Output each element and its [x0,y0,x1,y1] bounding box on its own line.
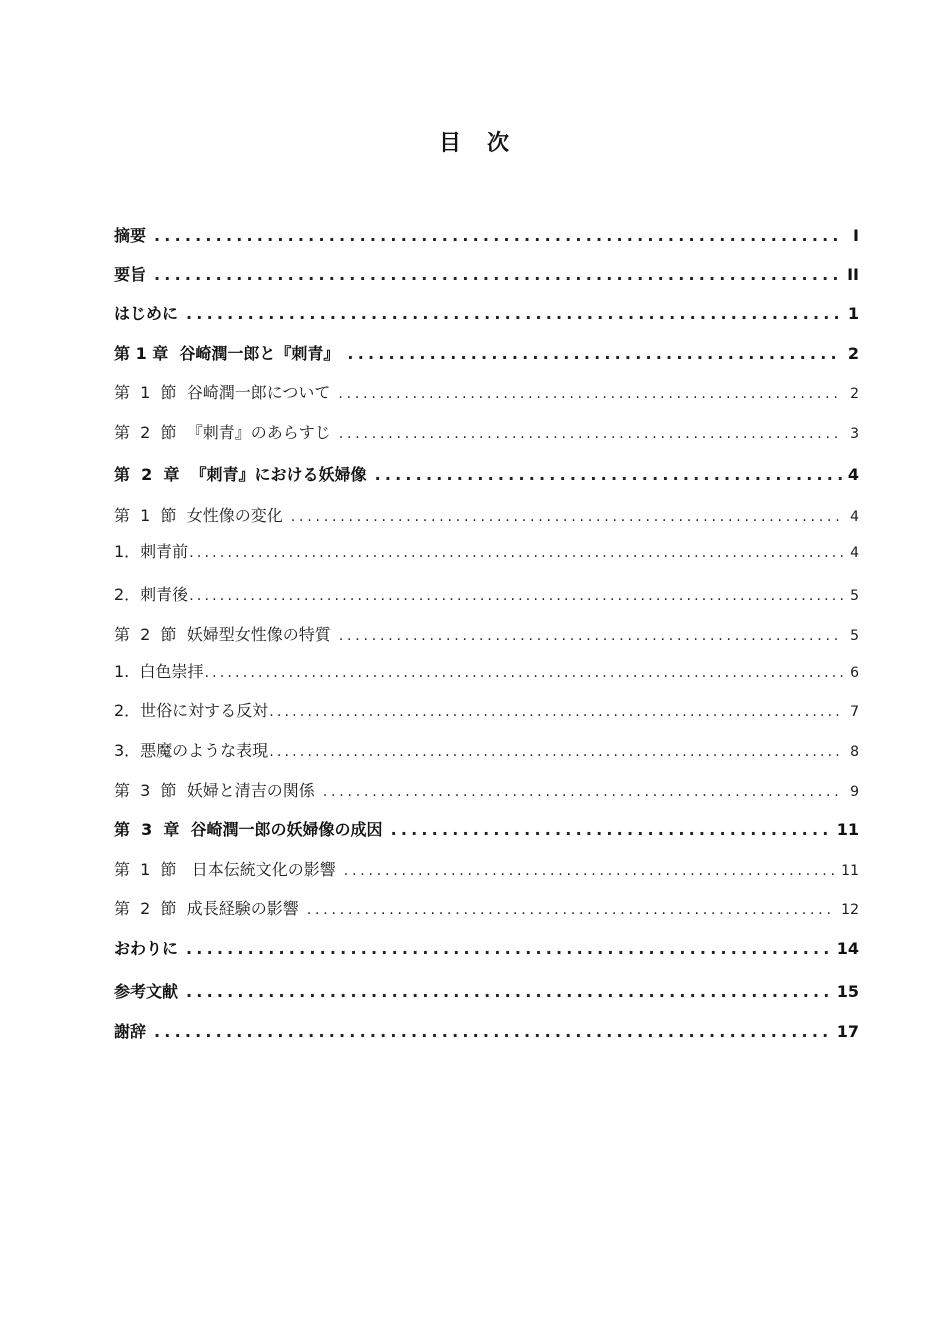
toc-entry-label: 第 2 節 妖婦型女性像の特質 [114,625,331,644]
dot-leader [189,584,843,608]
dot-leader [269,700,843,724]
toc-entry-page: 5 [850,628,859,644]
toc-entry-page: 1 [847,304,859,323]
toc-entry-label: 第 2 節 『刺青』のあらすじ [114,423,331,442]
toc-entry [114,897,859,921]
toc-entry [114,540,859,564]
toc-entry-page: II [847,265,859,284]
toc-entry [114,779,859,803]
toc-entry-label: 3．悪魔のような表現 [114,741,269,760]
toc-entry-page: 3 [850,426,859,442]
dot-leader [323,780,843,804]
toc-entry [114,224,859,248]
toc-entry [114,421,859,445]
toc-entry [114,504,859,528]
toc-entry-label: 第 1 節 女性像の変化 [114,506,283,525]
toc-entry-page: 4 [850,509,859,525]
toc-entry-label: 第 2 章 『刺青』における妖婦像 [114,465,367,484]
dot-leader [347,342,841,366]
toc-entry-label: 2．刺青後 [114,585,189,604]
dot-leader [391,818,831,842]
toc-entry [114,463,859,487]
toc-entry-page: 7 [850,704,859,720]
dot-leader [338,382,843,406]
toc-entry [114,699,859,723]
toc-entry-label: 摘要 [114,226,147,245]
toc-entry-label: 参考文献 [114,982,179,1001]
dot-leader [375,463,842,487]
toc-entry [114,583,859,607]
toc-entry-label: 第 1 節 日本伝統文化の影響 [114,860,336,879]
page-title: 目 次 [438,131,511,156]
dot-leader [204,661,843,685]
toc-entry-page: 12 [841,902,859,918]
dot-leader [154,1020,831,1044]
toc-entry-page: 4 [850,545,859,561]
toc-entry [114,739,859,763]
toc-entry-page: 11 [836,820,859,839]
dot-leader [154,224,843,248]
toc-entry [114,342,859,366]
dot-leader [189,541,843,565]
toc-entry-page: 2 [850,386,859,402]
toc-entry-page: 15 [836,982,859,1001]
toc-entry-page: 6 [850,665,859,681]
toc-entry-label: 要旨 [114,265,147,284]
toc-entry-page: 17 [836,1022,859,1041]
toc-entry-page: 2 [847,344,859,363]
toc-entry-page: I [853,226,859,245]
toc-entry [114,623,859,647]
toc-entry [114,302,859,326]
toc-entry [114,263,859,287]
toc-entry-page: 14 [836,939,859,958]
dot-leader [186,937,831,961]
toc-entry-label: 2．世俗に対する反対 [114,701,269,720]
dot-leader [269,740,843,764]
toc-entry-page: 8 [850,744,859,760]
toc-entry-page: 5 [850,588,859,604]
dot-leader [339,422,843,446]
toc-entry [114,1020,859,1044]
toc-entry-label: 第 3 節 妖婦と清吉の関係 [114,781,315,800]
toc-entry-label: 1．刺青前 [114,542,189,561]
toc-entry-label: 第 1 節 谷崎潤一郎について [114,383,331,402]
dot-leader [344,859,835,883]
toc-entry-label: はじめに [114,304,179,323]
toc-entry-label: 第 3 章 谷崎潤一郎の妖婦像の成因 [114,820,383,839]
toc-entry-label: 第 1 章 谷崎潤一郎と『刺青』 [114,344,340,363]
toc-entry [114,818,859,842]
dot-leader [186,980,831,1004]
toc-entry-label: 第 2 節 成長経験の影響 [114,899,299,918]
dot-leader [307,898,835,922]
toc-entry-page: 11 [841,863,859,879]
toc-entry-page: 9 [850,784,859,800]
toc-entry [114,381,859,405]
dot-leader [154,263,841,287]
dot-leader [186,302,842,326]
toc-entry [114,858,859,882]
toc-entry-label: おわりに [114,939,179,958]
toc-entry-label: 謝辞 [114,1022,147,1041]
toc-entry [114,660,859,684]
toc-entry-page: 4 [847,465,859,484]
toc-entry [114,980,859,1004]
toc-entry [114,937,859,961]
toc-entry-label: 1. 白色崇拝 [114,662,204,681]
dot-leader [339,624,843,648]
dot-leader [291,505,843,529]
